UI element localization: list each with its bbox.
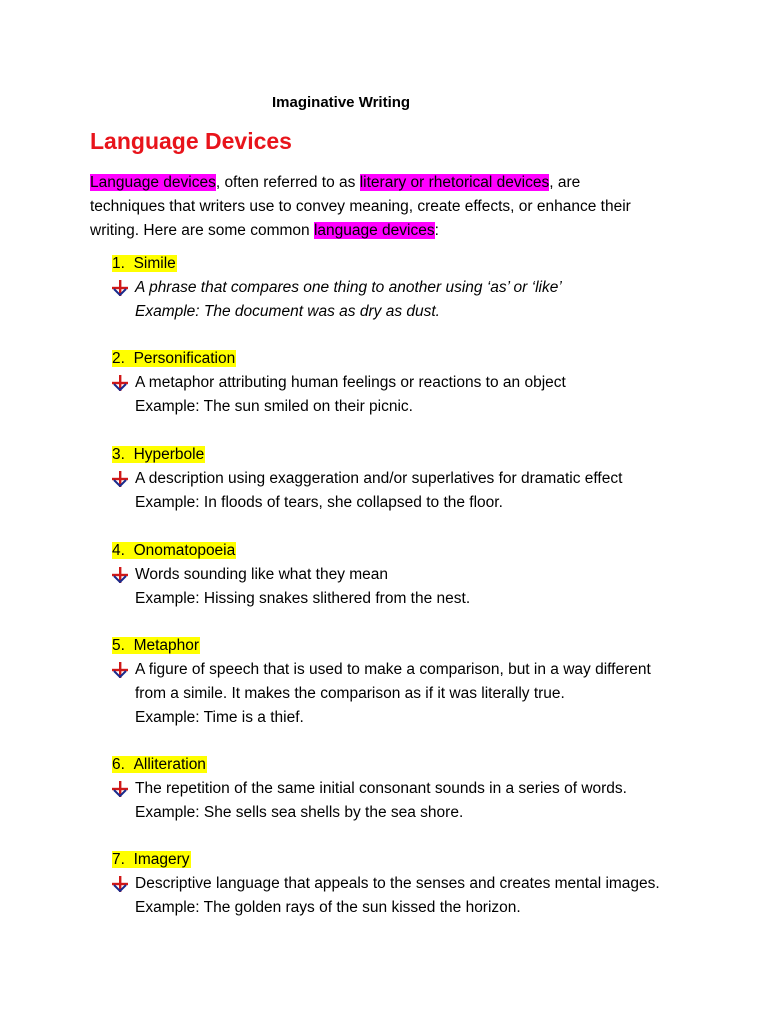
intro-line-1 [90, 171, 690, 195]
intro-paragraph [90, 171, 690, 243]
device-simile [112, 252, 712, 324]
device-alliteration [112, 753, 712, 825]
intro-text-4: : [434, 222, 439, 239]
device-name: Imagery [133, 851, 190, 868]
device-number: 2. [112, 350, 125, 367]
device-title-row [112, 539, 712, 563]
device-number: 7. [112, 851, 125, 868]
device-title-row [112, 443, 712, 467]
device-title-row [112, 634, 712, 658]
intro-text-3: writing. Here are some common [90, 222, 314, 239]
device-description [112, 276, 712, 324]
arrow-bullet-icon [112, 662, 128, 678]
example-line: Example: In floods of tears, she collapsed to the floor. [135, 494, 503, 511]
device-name: Hyperbole [133, 446, 205, 463]
intro-line-3 [90, 219, 690, 243]
arrow-bullet-icon [112, 781, 128, 797]
device-description [112, 777, 712, 825]
description-line: A description using exaggeration and/or superlatives for dramatic effect [135, 470, 623, 487]
device-title [112, 446, 205, 463]
device-number: 1. [112, 255, 125, 272]
description-line: from a simile. It makes the comparison as if it was literally true. [135, 685, 565, 702]
device-description [112, 371, 712, 419]
arrow-bullet-icon [112, 471, 128, 487]
example-line: Example: The golden rays of the sun kissed the horizon. [135, 899, 521, 916]
device-description [112, 467, 712, 515]
device-title-row [112, 347, 712, 371]
device-onomatopoeia [112, 539, 712, 611]
arrow-bullet-icon [112, 280, 128, 296]
section-heading: Language Devices [90, 128, 292, 154]
device-title-row [112, 252, 712, 276]
arrow-bullet-icon [112, 375, 128, 391]
device-metaphor [112, 634, 712, 730]
document-title: Imaginative Writing [272, 94, 411, 111]
example-line: Example: The sun smiled on their picnic. [135, 398, 413, 415]
device-title [112, 542, 236, 559]
example-line: Example: She sells sea shells by the sea shore. [135, 804, 464, 821]
device-name: Simile [133, 255, 176, 272]
device-name: Metaphor [133, 637, 200, 654]
device-title [112, 637, 200, 654]
description-line: A metaphor attributing human feelings or reactions to an object [135, 374, 566, 391]
device-hyperbole [112, 443, 712, 515]
device-description [112, 658, 712, 730]
device-description [112, 872, 712, 920]
arrow-bullet-icon [112, 567, 128, 583]
description-line: Words sounding like what they mean [135, 566, 389, 583]
device-title [112, 756, 207, 773]
device-number: 6. [112, 756, 125, 773]
example-line: Example: Time is a thief. [135, 709, 304, 726]
device-imagery [112, 848, 712, 920]
device-title-row [112, 848, 712, 872]
example-line: Example: Hissing snakes slithered from the nest. [135, 590, 471, 607]
device-title [112, 851, 191, 868]
description-line: A figure of speech that is used to make a comparison, but in a way different [135, 661, 651, 678]
highlight-language-devices-2: language devices [313, 222, 435, 239]
device-title [112, 350, 236, 367]
description-line: A phrase that compares one thing to another using ‘as’ or ‘like’ [135, 279, 562, 296]
device-number: 5. [112, 637, 125, 654]
highlight-language-devices: Language devices [90, 174, 216, 191]
device-description [112, 563, 712, 611]
device-number: 3. [112, 446, 125, 463]
device-name: Alliteration [133, 756, 206, 773]
device-title [112, 255, 177, 272]
device-personification [112, 347, 712, 419]
device-number: 4. [112, 542, 125, 559]
intro-line-2: techniques that writers use to convey meaning, create effects, or enhance their [90, 198, 631, 215]
arrow-bullet-icon [112, 876, 128, 892]
description-line: Descriptive language that appeals to the senses and creates mental images. [135, 875, 660, 892]
device-name: Onomatopoeia [133, 542, 236, 559]
device-name: Personification [133, 350, 236, 367]
intro-text-2: , are [549, 174, 581, 191]
description-line: The repetition of the same initial consonant sounds in a series of words. [135, 780, 627, 797]
intro-text-1: , often referred to as [215, 174, 360, 191]
example-line: Example: The document was as dry as dust. [135, 303, 440, 320]
highlight-literary-devices: literary or rhetorical devices [359, 174, 550, 191]
device-title-row [112, 753, 712, 777]
